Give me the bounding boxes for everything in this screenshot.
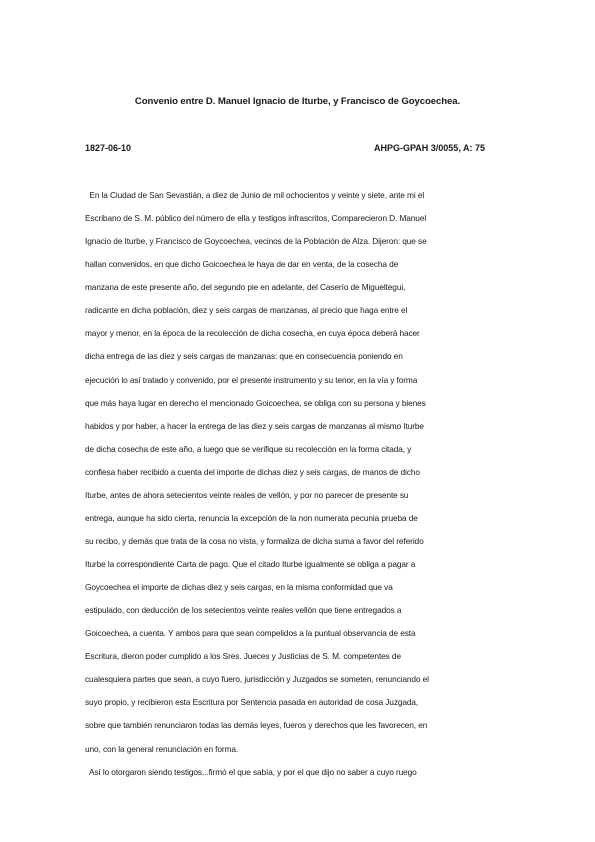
archive-reference: AHPG-GPAH 3/0055, A: 75 (373, 143, 485, 153)
text-line: radicante en dicha población, diez y seis cargas de manzanas, al precio que haga entre el (85, 305, 408, 316)
text-line: dicha entrega de las diez y seis cargas de manzanas: que en consecuencia poniendo en (85, 351, 403, 362)
text-line: En la Ciudad de San Sevastián, a diez de Junio de mil ochocientos y veinte y siete, ante mi el (85, 190, 425, 200)
text-line: Escritura, dieron poder cumplido a los Sres. Jueces y Justicias de S. M. competentes de (85, 651, 401, 662)
text-line: que más haya lugar en derecho el mencionado Goicoechea, se obliga con su persona y bienes (85, 397, 426, 408)
text-line: Ignacio de Iturbe, y Francisco de Goycoechea, vecinos de la Población de Alza. Dijeron: que se (85, 236, 427, 247)
text-line: Goycoechea el importe de dichas diez y seis cargas, en la misma conformidad que va (85, 582, 393, 593)
text-line: Así lo otorgaron siendo testigos...firmó el que sabía, y por el que dijo no saber a cuyo ruego (85, 766, 417, 777)
text-line: manzana de este presente año, del segundo pie en adelante, del Caserío de Migueltegui, (85, 282, 406, 293)
text-line: su recibo, y demás que trata de la cosa no vista, y formaliza de dicha suma a favor del referido (85, 535, 424, 546)
text-line: cualesquiera partes que sean, a cuyo fuero, jurisdicción y Juzgados se someten, renunciando el (85, 674, 429, 685)
text-line: Iturbe la correspondiente Carta de pago. Que el citado Iturbe igualmente se obliga a pagar a (85, 559, 416, 569)
text-line: ejecución lo así tratado y convenido, por el presente instrumento y su tenor, en la vía y forma (85, 374, 418, 385)
text-line: Iturbe, antes de ahora setecientos veinte reales de vellón, y por no parecer de presente su (85, 489, 409, 500)
text-line: mayor y menor, en la época de la recolección de dicha cosecha, en cuya época deberá hacer (85, 328, 420, 339)
text-line: hallan convenidos, en que dicho Goicoechea le haya de dar en venta, de la cosecha de (85, 259, 399, 270)
text-line: de dicha cosecha de este año, a luego que se verifique su recolección en la forma citada, y (85, 443, 412, 454)
text-line: confiesa haber recibido a cuenta del importe de dichas diez y seis cargas, de manos de dicho (85, 466, 420, 477)
text-line: sobre que también renunciaron todas las demás leyes, fueros y derechos que les favorecen, en (85, 720, 428, 731)
text-line: uno, con la general renunciación en forma. (85, 743, 239, 754)
text-line: estipulado, con deducción de los setecientos veinte reales vellón que tiene entregados a (85, 605, 402, 616)
text-line: Escribano de S. M. público del número de ella y testigos infrascritos, Comparecieron D. Manuel (85, 213, 427, 224)
document-date: 1827-06-10 (85, 143, 132, 153)
text-line: suyo propio, y recibieron esta Escritura por Sentencia pasada en autoridad de cosa Juzgada, (85, 697, 419, 708)
document-title: Convenio entre D. Manuel Ignacio de Iturbe, y Francisco de Goycoechea. (134, 96, 461, 107)
text-line: entrega, aunque ha sido cierta, renuncia la excepción de la non numerata pecunia prueba de (85, 512, 418, 523)
text-line: habidos y por haber, a hacer la entrega de las diez y seis cargas de manzanas al mismo Iturbe (85, 420, 424, 431)
text-line: Goicoechea, a cuenta. Y ambos para que sean compelidos a la puntual observancia de esta (85, 628, 416, 639)
document-meta (85, 143, 485, 157)
document-body (85, 184, 515, 784)
